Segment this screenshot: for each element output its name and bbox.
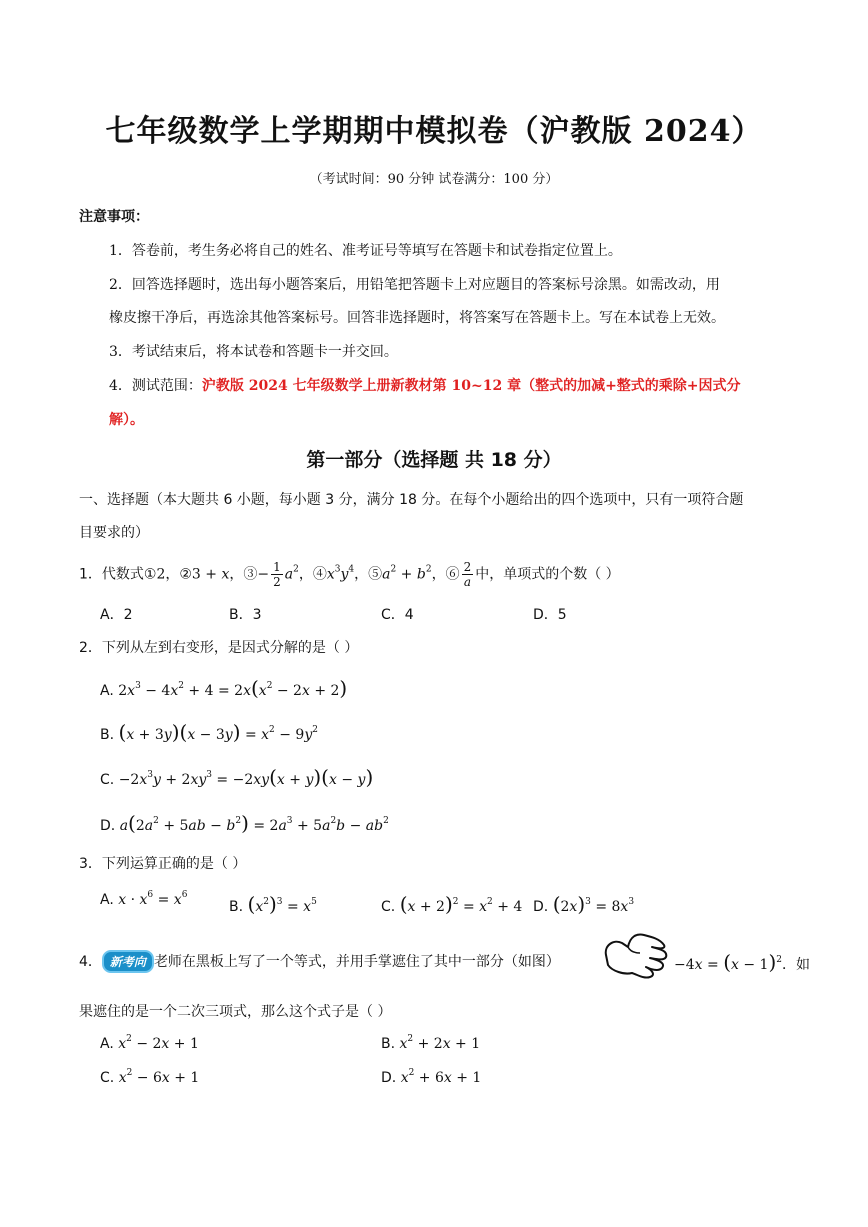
q4-option-d[interactable]: D. $x^2 + 6x + 1$ bbox=[381, 1068, 482, 1086]
q3-option-c[interactable]: C. $(x + 2)^2 = x^2 + 4$ bbox=[381, 892, 523, 916]
q4-option-c[interactable]: C. $x^2 - 6x + 1$ bbox=[100, 1068, 200, 1086]
q2-label-a: A. bbox=[100, 683, 114, 699]
notice-item-4 bbox=[109, 375, 741, 395]
question-2: 2．下列从左到右变形，是因式分解的是（ ） bbox=[79, 640, 359, 656]
q4-label-d: D. bbox=[381, 1070, 397, 1086]
exam-info: （考试时间：90 分钟 试卷满分：100 分） bbox=[309, 172, 559, 187]
section-intro-cont: 目要求的） bbox=[79, 525, 149, 541]
q4-option-b[interactable]: B. $x^2 + 2x + 1$ bbox=[381, 1034, 481, 1052]
q1-option-d[interactable]: D．5 bbox=[533, 607, 567, 623]
q4-option-a[interactable]: A. $x^2 - 2x + 1$ bbox=[100, 1034, 199, 1052]
q4-tail: ．如 bbox=[782, 957, 810, 973]
question-4 bbox=[79, 950, 560, 973]
section-title: 第一部分（选择题 共 18 分） bbox=[306, 449, 562, 471]
q4-label-b: B. bbox=[381, 1036, 396, 1052]
q2-label-b: B. bbox=[100, 727, 115, 743]
q1-option-c[interactable]: C．4 bbox=[381, 607, 414, 623]
question-1: 1．代数式①2，②3 + x，③− $\frac{1}{2}$ $a^2$，$④x^3y^4$，$⑤a^2 + b^2$，⑥ $\frac{2}{a}$ 中，单项式的个数（ ） bbox=[79, 560, 620, 589]
q3-label-d: D. bbox=[533, 899, 549, 915]
q2-option-b[interactable]: B. $(x + 3y)(x - 3y) = x^2 - 9y^2$ bbox=[100, 720, 318, 744]
q1-option-b[interactable]: B．3 bbox=[229, 607, 262, 623]
notice-item-4-prefix: 4．测试范围： bbox=[109, 378, 202, 394]
hand-icon bbox=[600, 925, 672, 987]
new-direction-badge: 新考向 bbox=[102, 950, 154, 973]
q4-label-a: A. bbox=[100, 1036, 114, 1052]
q3-label-c: C. bbox=[381, 899, 396, 915]
q4-equation: $-4x = (x - 1)^2$．如 bbox=[674, 950, 810, 974]
q1-tail: 中，单项式的个数（ ） bbox=[475, 566, 620, 583]
notice-item-3: 3．考试结束后，将本试卷和答题卡一并交回。 bbox=[109, 344, 398, 360]
q3-option-d[interactable]: D. $(2x)^3 = 8x^3$ bbox=[533, 892, 635, 916]
q2-label-d: D. bbox=[100, 818, 116, 834]
q4-stem: 老师在黑板上写了一个等式，并用手掌遮住了其中一部分（如图） bbox=[153, 954, 560, 970]
q1-option-a[interactable]: A．2 bbox=[100, 607, 133, 623]
section-intro: 一、选择题（本大题共 6 小题，每小题 3 分，满分 18 分。在每个小题给出的四个选项中，只有一项符合题 bbox=[79, 492, 744, 508]
notice-heading: 注意事项： bbox=[79, 209, 149, 225]
test-scope: 沪教版 2024 七年级数学上册新教材第 10~12 章（整式的加减+整式的乘除+因式分 bbox=[201, 378, 741, 394]
q3-option-a[interactable]: A. $x \cdot x^6 = x^6$ bbox=[100, 890, 188, 908]
question-3: 3．下列运算正确的是（ ） bbox=[79, 856, 247, 872]
q3-option-b[interactable]: B. $(x^2)^3 = x^5$ bbox=[229, 892, 317, 916]
q3-label-a: A. bbox=[100, 892, 114, 908]
page-title: 七年级数学上学期期中模拟卷（沪教版 2024） bbox=[105, 114, 763, 149]
notice-item-2-cont: 橡皮擦干净后，再选涂其他答案标号。回答非选择题时，将答案写在答题卡上。写在本试卷上无效。 bbox=[109, 310, 725, 326]
q4-label-c: C. bbox=[100, 1070, 115, 1086]
q3-label-b: B. bbox=[229, 899, 244, 915]
q2-option-a[interactable]: A. $2x^3 - 4x^2 + 4 = 2x(x^2 - 2x + 2)$ bbox=[100, 676, 348, 700]
q4-number: 4． bbox=[79, 954, 102, 970]
notice-item-1: 1．答卷前，考生务必将自己的姓名、准考证号等填写在答题卡和试卷指定位置上。 bbox=[109, 243, 622, 259]
test-scope-cont: 解）。 bbox=[109, 412, 144, 428]
q2-option-c[interactable]: C. $-2x^3y + 2xy^3 = -2xy(x + y)(x - y)$ bbox=[100, 765, 374, 789]
q1-number: 1．代数式 bbox=[79, 566, 144, 583]
notice-item-2: 2．回答选择题时，选出每小题答案后，用铅笔把答题卡上对应题目的答案标号涂黑。如需改动，用 bbox=[109, 277, 720, 293]
q2-option-d[interactable]: D. $a(2a^2 + 5ab - b^2) = 2a^3 + 5a^2b - ab^2$ bbox=[100, 811, 389, 835]
q2-label-c: C. bbox=[100, 772, 115, 788]
question-4-cont: 果遮住的是一个二次三项式，那么这个式子是（ ） bbox=[79, 1004, 392, 1020]
